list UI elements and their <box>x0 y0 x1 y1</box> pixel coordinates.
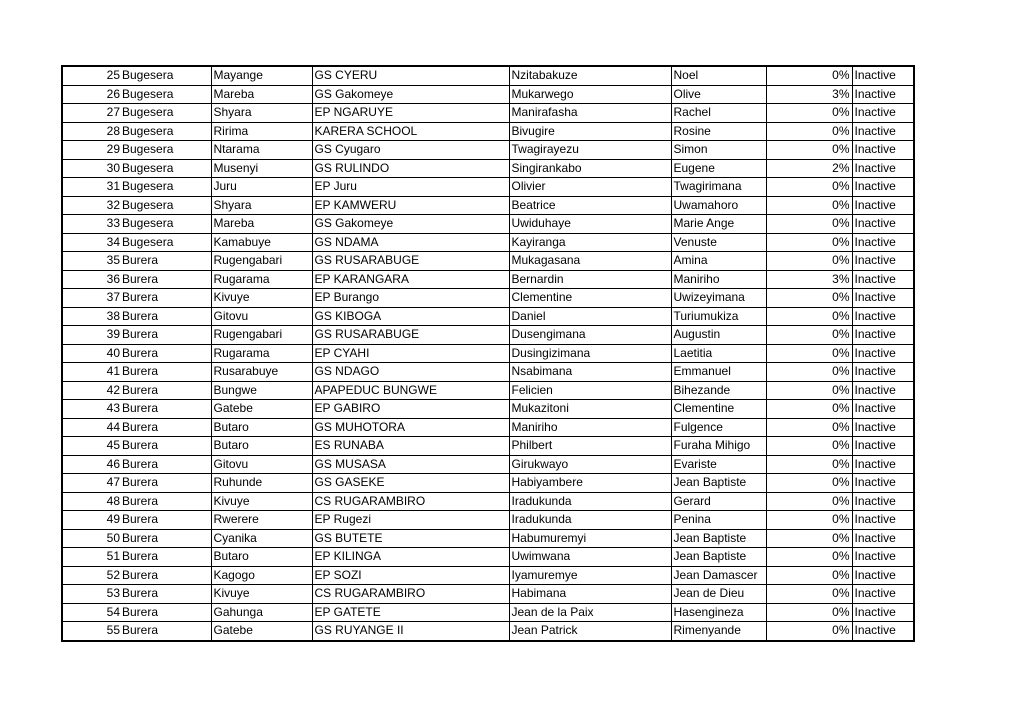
district-cell: Burera <box>121 603 211 622</box>
district-cell: Burera <box>121 270 211 289</box>
first-name-cell: Uwimwana <box>509 548 671 567</box>
percentage-cell: 3% <box>766 85 852 104</box>
row-number-cell: 30 <box>62 159 121 178</box>
status-cell: Inactive <box>852 104 914 123</box>
school-cell: EP GABIRO <box>312 400 509 419</box>
school-cell: GS NDAGO <box>312 363 509 382</box>
first-name-cell: Mukagasana <box>509 252 671 271</box>
last-name-cell: Uwamahoro <box>671 196 766 215</box>
status-cell: Inactive <box>852 307 914 326</box>
first-name-cell: Singirankabo <box>509 159 671 178</box>
status-cell: Inactive <box>852 529 914 548</box>
percentage-cell: 0% <box>766 196 852 215</box>
school-cell: ES RUNABA <box>312 437 509 456</box>
district-cell: Burera <box>121 511 211 530</box>
sector-cell: Gahunga <box>211 603 312 622</box>
first-name-cell: Dusengimana <box>509 326 671 345</box>
first-name-cell: Habumuremyi <box>509 529 671 548</box>
last-name-cell: Noel <box>671 66 766 85</box>
district-cell: Burera <box>121 474 211 493</box>
last-name-cell: Rosine <box>671 122 766 141</box>
school-cell: KARERA SCHOOL <box>312 122 509 141</box>
row-number-cell: 53 <box>62 585 121 604</box>
table-row <box>62 196 914 215</box>
school-cell: EP NGARUYE <box>312 104 509 123</box>
table-row <box>62 622 914 641</box>
status-cell: Inactive <box>852 215 914 234</box>
sector-cell: Rugengabari <box>211 252 312 271</box>
school-cell: GS Cyugaro <box>312 141 509 160</box>
table-row <box>62 381 914 400</box>
school-cell: CS RUGARAMBIRO <box>312 585 509 604</box>
status-cell: Inactive <box>852 326 914 345</box>
table-row <box>62 270 914 289</box>
sector-cell: Rugengabari <box>211 326 312 345</box>
table-row <box>62 326 914 345</box>
table-body <box>62 66 914 641</box>
status-cell: Inactive <box>852 474 914 493</box>
last-name-cell: Hasengineza <box>671 603 766 622</box>
district-cell: Burera <box>121 326 211 345</box>
status-cell: Inactive <box>852 85 914 104</box>
last-name-cell: Jean Baptiste <box>671 529 766 548</box>
first-name-cell: Uwiduhaye <box>509 215 671 234</box>
percentage-cell: 0% <box>766 141 852 160</box>
status-cell: Inactive <box>852 289 914 308</box>
table-row <box>62 233 914 252</box>
sector-cell: Ririma <box>211 122 312 141</box>
percentage-cell: 0% <box>766 418 852 437</box>
school-cell: GS NDAMA <box>312 233 509 252</box>
sector-cell: Ntarama <box>211 141 312 160</box>
percentage-cell: 0% <box>766 529 852 548</box>
district-cell: Bugesera <box>121 141 211 160</box>
row-number-cell: 28 <box>62 122 121 141</box>
row-number-cell: 27 <box>62 104 121 123</box>
status-cell: Inactive <box>852 585 914 604</box>
district-cell: Bugesera <box>121 196 211 215</box>
last-name-cell: Marie Ange <box>671 215 766 234</box>
row-number-cell: 29 <box>62 141 121 160</box>
percentage-cell: 0% <box>766 455 852 474</box>
sector-cell: Juru <box>211 178 312 197</box>
status-cell: Inactive <box>852 400 914 419</box>
last-name-cell: Olive <box>671 85 766 104</box>
table-row <box>62 603 914 622</box>
row-number-cell: 43 <box>62 400 121 419</box>
sector-cell: Gitovu <box>211 455 312 474</box>
status-cell: Inactive <box>852 622 914 641</box>
row-number-cell: 41 <box>62 363 121 382</box>
school-cell: GS RUSARABUGE <box>312 252 509 271</box>
school-cell: GS Gakomeye <box>312 85 509 104</box>
first-name-cell: Olivier <box>509 178 671 197</box>
status-cell: Inactive <box>852 141 914 160</box>
percentage-cell: 3% <box>766 270 852 289</box>
district-cell: Bugesera <box>121 122 211 141</box>
last-name-cell: Jean de Dieu <box>671 585 766 604</box>
school-cell: EP KAMWERU <box>312 196 509 215</box>
percentage-cell: 0% <box>766 622 852 641</box>
district-cell: Burera <box>121 252 211 271</box>
status-cell: Inactive <box>852 381 914 400</box>
first-name-cell: Nsabimana <box>509 363 671 382</box>
first-name-cell: Clementine <box>509 289 671 308</box>
percentage-cell: 0% <box>766 215 852 234</box>
sector-cell: Rugarama <box>211 344 312 363</box>
last-name-cell: Gerard <box>671 492 766 511</box>
table-row <box>62 511 914 530</box>
school-cell: GS MUSASA <box>312 455 509 474</box>
school-cell: GS Gakomeye <box>312 215 509 234</box>
school-cell: EP Juru <box>312 178 509 197</box>
row-number-cell: 25 <box>62 66 121 85</box>
percentage-cell: 0% <box>766 585 852 604</box>
sector-cell: Rwerere <box>211 511 312 530</box>
row-number-cell: 31 <box>62 178 121 197</box>
table-row <box>62 66 914 85</box>
row-number-cell: 35 <box>62 252 121 271</box>
school-cell: GS BUTETE <box>312 529 509 548</box>
last-name-cell: Amina <box>671 252 766 271</box>
sector-cell: Butaro <box>211 437 312 456</box>
sector-cell: Cyanika <box>211 529 312 548</box>
sector-cell: Shyara <box>211 104 312 123</box>
school-cell: GS RUYANGE II <box>312 622 509 641</box>
table-row <box>62 363 914 382</box>
status-cell: Inactive <box>852 418 914 437</box>
school-cell: GS RUSARABUGE <box>312 326 509 345</box>
sector-cell: Gatebe <box>211 622 312 641</box>
table-row <box>62 437 914 456</box>
school-cell: EP CYAHI <box>312 344 509 363</box>
table-row <box>62 455 914 474</box>
first-name-cell: Nzitabakuze <box>509 66 671 85</box>
sector-cell: Rusarabuye <box>211 363 312 382</box>
percentage-cell: 0% <box>766 233 852 252</box>
table-row <box>62 492 914 511</box>
last-name-cell: Furaha Mihigo <box>671 437 766 456</box>
school-cell: EP GATETE <box>312 603 509 622</box>
district-cell: Burera <box>121 289 211 308</box>
district-cell: Burera <box>121 437 211 456</box>
table-row <box>62 85 914 104</box>
first-name-cell: Daniel <box>509 307 671 326</box>
district-cell: Burera <box>121 344 211 363</box>
school-cell: EP Burango <box>312 289 509 308</box>
table-row <box>62 566 914 585</box>
first-name-cell: Jean de la Paix <box>509 603 671 622</box>
district-cell: Burera <box>121 566 211 585</box>
row-number-cell: 54 <box>62 603 121 622</box>
first-name-cell: Habiyambere <box>509 474 671 493</box>
table-row <box>62 529 914 548</box>
district-cell: Bugesera <box>121 104 211 123</box>
district-cell: Bugesera <box>121 178 211 197</box>
district-cell: Burera <box>121 585 211 604</box>
district-cell: Burera <box>121 363 211 382</box>
status-cell: Inactive <box>852 492 914 511</box>
school-cell: GS MUHOTORA <box>312 418 509 437</box>
status-cell: Inactive <box>852 196 914 215</box>
last-name-cell: Rachel <box>671 104 766 123</box>
table-row <box>62 141 914 160</box>
district-cell: Burera <box>121 455 211 474</box>
last-name-cell: Penina <box>671 511 766 530</box>
sector-cell: Shyara <box>211 196 312 215</box>
percentage-cell: 0% <box>766 381 852 400</box>
last-name-cell: Clementine <box>671 400 766 419</box>
percentage-cell: 0% <box>766 474 852 493</box>
percentage-cell: 0% <box>766 566 852 585</box>
row-number-cell: 38 <box>62 307 121 326</box>
percentage-cell: 0% <box>766 66 852 85</box>
row-number-cell: 48 <box>62 492 121 511</box>
sector-cell: Gitovu <box>211 307 312 326</box>
last-name-cell: Turiumukiza <box>671 307 766 326</box>
table-row <box>62 178 914 197</box>
school-cell: EP KARANGARA <box>312 270 509 289</box>
sector-cell: Kamabuye <box>211 233 312 252</box>
school-cell: EP Rugezi <box>312 511 509 530</box>
first-name-cell: Mukarwego <box>509 85 671 104</box>
table-row <box>62 122 914 141</box>
first-name-cell: Girukwayo <box>509 455 671 474</box>
row-number-cell: 52 <box>62 566 121 585</box>
last-name-cell: Fulgence <box>671 418 766 437</box>
district-cell: Burera <box>121 381 211 400</box>
percentage-cell: 0% <box>766 511 852 530</box>
percentage-cell: 0% <box>766 326 852 345</box>
sector-cell: Butaro <box>211 418 312 437</box>
row-number-cell: 50 <box>62 529 121 548</box>
first-name-cell: Bernardin <box>509 270 671 289</box>
row-number-cell: 42 <box>62 381 121 400</box>
district-cell: Burera <box>121 307 211 326</box>
status-cell: Inactive <box>852 178 914 197</box>
last-name-cell: Eugene <box>671 159 766 178</box>
sector-cell: Kivuye <box>211 585 312 604</box>
row-number-cell: 33 <box>62 215 121 234</box>
first-name-cell: Manirafasha <box>509 104 671 123</box>
status-cell: Inactive <box>852 363 914 382</box>
last-name-cell: Jean Baptiste <box>671 474 766 493</box>
sector-cell: Mareba <box>211 85 312 104</box>
last-name-cell: Uwizeyimana <box>671 289 766 308</box>
row-number-cell: 37 <box>62 289 121 308</box>
table-row <box>62 418 914 437</box>
percentage-cell: 0% <box>766 603 852 622</box>
row-number-cell: 32 <box>62 196 121 215</box>
sector-cell: Gatebe <box>211 400 312 419</box>
district-cell: Burera <box>121 400 211 419</box>
status-cell: Inactive <box>852 437 914 456</box>
row-number-cell: 45 <box>62 437 121 456</box>
status-cell: Inactive <box>852 548 914 567</box>
table-row <box>62 289 914 308</box>
first-name-cell: Iradukunda <box>509 511 671 530</box>
district-cell: Bugesera <box>121 85 211 104</box>
percentage-cell: 0% <box>766 548 852 567</box>
sector-cell: Mareba <box>211 215 312 234</box>
percentage-cell: 0% <box>766 178 852 197</box>
status-cell: Inactive <box>852 344 914 363</box>
school-cell: EP SOZI <box>312 566 509 585</box>
first-name-cell: Felicien <box>509 381 671 400</box>
table-row <box>62 252 914 271</box>
last-name-cell: Rimenyande <box>671 622 766 641</box>
percentage-cell: 0% <box>766 307 852 326</box>
first-name-cell: Maniriho <box>509 418 671 437</box>
district-cell: Bugesera <box>121 66 211 85</box>
status-cell: Inactive <box>852 159 914 178</box>
row-number-cell: 44 <box>62 418 121 437</box>
district-cell: Burera <box>121 548 211 567</box>
district-cell: Burera <box>121 529 211 548</box>
percentage-cell: 0% <box>766 363 852 382</box>
first-name-cell: Beatrice <box>509 196 671 215</box>
percentage-cell: 0% <box>766 400 852 419</box>
status-cell: Inactive <box>852 122 914 141</box>
district-cell: Bugesera <box>121 215 211 234</box>
status-cell: Inactive <box>852 252 914 271</box>
sector-cell: Rugarama <box>211 270 312 289</box>
sector-cell: Kagogo <box>211 566 312 585</box>
district-cell: Burera <box>121 492 211 511</box>
last-name-cell: Jean Damascer <box>671 566 766 585</box>
row-number-cell: 34 <box>62 233 121 252</box>
table-row <box>62 585 914 604</box>
percentage-cell: 0% <box>766 437 852 456</box>
first-name-cell: Bivugire <box>509 122 671 141</box>
sector-cell: Mayange <box>211 66 312 85</box>
percentage-cell: 2% <box>766 159 852 178</box>
status-cell: Inactive <box>852 603 914 622</box>
row-number-cell: 36 <box>62 270 121 289</box>
sector-cell: Butaro <box>211 548 312 567</box>
school-cell: GS GASEKE <box>312 474 509 493</box>
table-row <box>62 307 914 326</box>
row-number-cell: 49 <box>62 511 121 530</box>
sector-cell: Kivuye <box>211 492 312 511</box>
school-cell: GS KIBOGA <box>312 307 509 326</box>
status-cell: Inactive <box>852 233 914 252</box>
last-name-cell: Simon <box>671 141 766 160</box>
table-row <box>62 215 914 234</box>
school-cell: CS RUGARAMBIRO <box>312 492 509 511</box>
sector-cell: Musenyi <box>211 159 312 178</box>
status-cell: Inactive <box>852 511 914 530</box>
percentage-cell: 0% <box>766 122 852 141</box>
table-row <box>62 344 914 363</box>
sector-cell: Ruhunde <box>211 474 312 493</box>
percentage-cell: 0% <box>766 289 852 308</box>
first-name-cell: Iradukunda <box>509 492 671 511</box>
last-name-cell: Jean Baptiste <box>671 548 766 567</box>
last-name-cell: Twagirimana <box>671 178 766 197</box>
row-number-cell: 26 <box>62 85 121 104</box>
data-table <box>61 65 915 642</box>
percentage-cell: 0% <box>766 344 852 363</box>
district-cell: Burera <box>121 418 211 437</box>
last-name-cell: Evariste <box>671 455 766 474</box>
percentage-cell: 0% <box>766 492 852 511</box>
sector-cell: Kivuye <box>211 289 312 308</box>
first-name-cell: Mukazitoni <box>509 400 671 419</box>
first-name-cell: Jean Patrick <box>509 622 671 641</box>
row-number-cell: 55 <box>62 622 121 641</box>
row-number-cell: 40 <box>62 344 121 363</box>
row-number-cell: 39 <box>62 326 121 345</box>
first-name-cell: Kayiranga <box>509 233 671 252</box>
status-cell: Inactive <box>852 66 914 85</box>
school-cell: GS CYERU <box>312 66 509 85</box>
status-cell: Inactive <box>852 455 914 474</box>
percentage-cell: 0% <box>766 252 852 271</box>
table-row <box>62 474 914 493</box>
table-row <box>62 400 914 419</box>
row-number-cell: 47 <box>62 474 121 493</box>
first-name-cell: Habimana <box>509 585 671 604</box>
first-name-cell: Twagirayezu <box>509 141 671 160</box>
table-row <box>62 104 914 123</box>
table-row <box>62 548 914 567</box>
last-name-cell: Emmanuel <box>671 363 766 382</box>
last-name-cell: Augustin <box>671 326 766 345</box>
district-cell: Bugesera <box>121 159 211 178</box>
first-name-cell: Iyamuremye <box>509 566 671 585</box>
percentage-cell: 0% <box>766 104 852 123</box>
last-name-cell: Laetitia <box>671 344 766 363</box>
school-cell: APAPEDUC BUNGWE <box>312 381 509 400</box>
school-cell: EP KILINGA <box>312 548 509 567</box>
first-name-cell: Dusingizimana <box>509 344 671 363</box>
school-cell: GS RULINDO <box>312 159 509 178</box>
district-cell: Burera <box>121 622 211 641</box>
last-name-cell: Venuste <box>671 233 766 252</box>
district-cell: Bugesera <box>121 233 211 252</box>
last-name-cell: Maniriho <box>671 270 766 289</box>
first-name-cell: Philbert <box>509 437 671 456</box>
sector-cell: Bungwe <box>211 381 312 400</box>
status-cell: Inactive <box>852 270 914 289</box>
row-number-cell: 51 <box>62 548 121 567</box>
status-cell: Inactive <box>852 566 914 585</box>
table-row <box>62 159 914 178</box>
last-name-cell: Bihezande <box>671 381 766 400</box>
row-number-cell: 46 <box>62 455 121 474</box>
